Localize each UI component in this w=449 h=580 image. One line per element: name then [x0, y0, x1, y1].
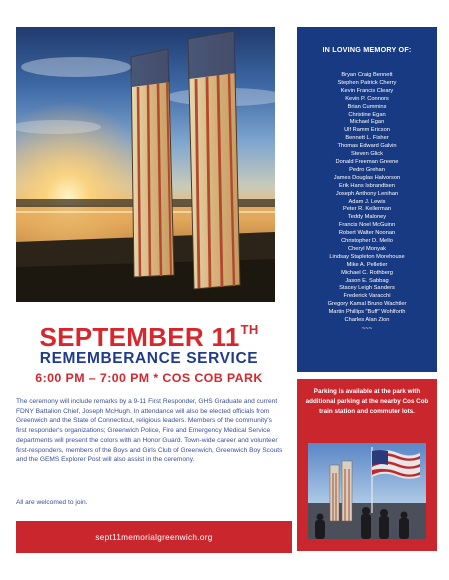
memorial-name: Martin Phillips "Buff" Wohlforth — [328, 309, 406, 316]
memorial-name: Michael C. Rothberg — [341, 269, 393, 276]
memorial-name: Joseph Anthony Lenihan — [335, 190, 399, 197]
memorial-name: Teddy Maloney — [347, 214, 387, 221]
memorial-name: Stacey Leigh Sanders — [339, 285, 395, 292]
flag-memorial-photo — [308, 443, 426, 539]
welcome-note: All are welcomed to join. — [16, 499, 88, 506]
parking-info-panel — [297, 379, 437, 551]
memorial-name: Brian Cummins — [347, 103, 387, 110]
memorial-names-panel — [297, 27, 437, 372]
memorial-photo — [16, 27, 275, 302]
memorial-title: IN LOVING MEMORY OF: — [322, 45, 412, 54]
memorial-name: Peter R. Kellerman — [342, 206, 392, 213]
memorial-photo-illustration — [16, 27, 275, 302]
memorial-name: Steven Glick — [351, 151, 383, 158]
memorial-name: Michael Egan — [349, 119, 385, 126]
event-headline — [16, 316, 282, 351]
memorial-name: Bryan Craig Bennett — [341, 72, 393, 78]
memorial-name: Cheryl Monyak — [348, 245, 386, 252]
headline-date-suffix: TH — [240, 322, 259, 337]
parking-text: Parking is available at the park with additional parking at the nearby Cos Cob train station and commuter lots. — [305, 388, 429, 416]
names-end-mark: ~~~ — [361, 326, 373, 332]
memorial-name: Lindsay Stapleton Morehouse — [329, 253, 405, 260]
memorial-name: Frederick Varacchi — [343, 293, 391, 300]
headline-date: SEPTEMBER 11 — [39, 322, 240, 352]
flag-memorial-illustration — [308, 443, 426, 539]
memorial-name: Kevin P. Connors — [345, 95, 389, 102]
memorial-name: Kevin Francis Cleary — [340, 87, 394, 94]
memorial-name: Mike A. Pelletier — [346, 261, 388, 268]
event-subtitle: REMEMBERANCE SERVICE — [39, 350, 259, 367]
memorial-name: Bennett L. Fisher — [345, 135, 389, 142]
memorial-name: Jason E. Sabbag — [345, 277, 389, 284]
website-link[interactable]: sept11memorialgreenwich.org — [95, 532, 213, 542]
memorial-name: James Douglas Halvorson — [333, 174, 401, 181]
memorial-name: Erik Hans Isbrandtsen — [339, 182, 395, 189]
memorial-names-list — [297, 72, 437, 325]
memorial-name: Charles Alan Zion — [344, 317, 390, 324]
event-description: The ceremony will include remarks by a 9-11 First Responder, GHS Graduate and current FDNY Battalion Chief, Joseph McHugh. In attendance will also be elected officials from Greenwich and the State of Connecticut, religious leaders. Members of the community's first responder's organizations; Greenwich Police, Fire and Emergency Medical Service departments will present the colors with an Honor Guard. Town-wide career and volunteer first-responders, members of the Boys and Girls Club of Greenwich, Greenwich Boy Scouts and the GEMS Explorer Post will also assist in the ceremony. — [16, 398, 283, 464]
memorial-name: Donald Freeman Greene — [335, 158, 399, 165]
memorial-name: Gregory Kamal Bruno Wachtler — [327, 301, 407, 308]
memorial-name: Christine Egan — [348, 111, 386, 118]
memorial-name: Thomas Edward Galvin — [337, 143, 397, 150]
website-banner — [16, 521, 292, 553]
memorial-name: Pedro Grehan — [349, 166, 385, 173]
memorial-name: Robert Walter Noonan — [338, 230, 396, 237]
memorial-name: Christopher D. Mello — [341, 238, 393, 245]
memorial-name: Stephen Patrick Cherry — [337, 79, 397, 86]
memorial-name: Adam J. Lewis — [348, 198, 386, 205]
memorial-name: Ulf Ramm Ericson — [344, 127, 390, 134]
memorial-name: Francis Noel McGuinn — [338, 222, 396, 229]
event-time-location: 6:00 PM – 7:00 PM * COS COB PARK — [35, 371, 263, 385]
